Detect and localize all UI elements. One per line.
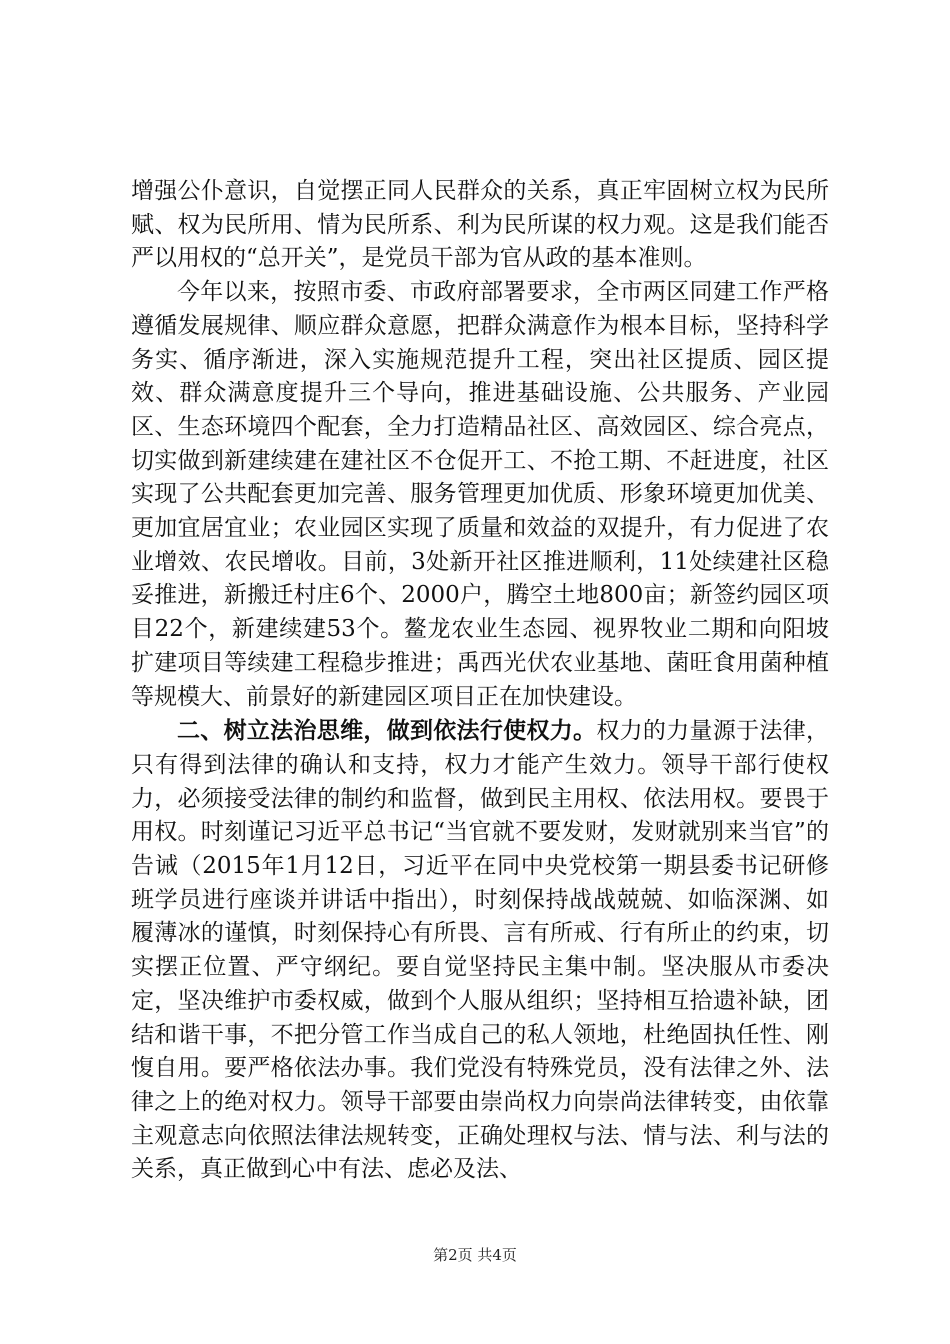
paragraph-1 (131, 175, 829, 276)
paragraph-1-text: 增强公仆意识，自觉摆正同人民群众的关系，真正牢固树立权为民所赋、权为民所用、情为民所系、利为民所谋的权力观。这是我们能否严以用权的“总开关”，是党员干部为官从政的基本准则。 (131, 178, 829, 272)
paragraph-2 (131, 276, 829, 714)
paragraph-2-text: 今年以来，按照市委、市政府部署要求，全市两区同建工作严格遵循发展规律、顺应群众意愿，把群众满意作为根本目标，坚持科学务实、循序渐进，深入实施规范提升工程，突出社区提质、园区提效、群众满意度提升三个导向，推进基础设施、公共服务、产业园区、生态环境四个配套，全力打造精品社区、高效园区、综合亮点，切实做到新建续建在建社区不仓促开工、不抢工期、不赶进度，社区实现了公共配套更加完善、服务管理更加优质、形象环境更加优美、更加宜居宜业；农业园区实现了质量和效益的双提升，有力促进了农业增效、农民增收。目前，3处新开社区推进顺利，11处续建社区稳妥推进，新搬迁村庄6个、2000户，腾空土地800亩；新签约园区项目22个，新建续建53个。鳌龙农业生态园、视界牧业二期和向阳坡扩建项目等续建工程稳步推进；禹西光伏农业基地、菌旺食用菌种植等规模大、前景好的新建园区项目正在加快建设。 (131, 279, 829, 710)
document-body (131, 175, 829, 1187)
page-footer (0, 1244, 950, 1265)
page-number-label: 第2页 共4页 (433, 1246, 517, 1264)
section-heading: 二、树立法治思维，做到依法行使权力。 (177, 717, 597, 745)
paragraph-3-text: 权力的力量源于法律，只有得到法律的确认和支持，权力才能产生效力。领导干部行使权力，必须接受法律的制约和监督，做到民主用权、依法用权。要畏于用权。时刻谨记习近平总书记“当官就不要发财，发财就别来当官”的告诫（2015年1月12日，习近平在同中央党校第一期县委书记研修班学员进行座谈并讲话中指出），时刻保持战战兢兢、如临深渊、如履薄冰的谨慎，时刻保持心有所畏、言有所戒、行有所止的约束，切实摆正位置、严守纲纪。要自觉坚持民主集中制。坚决服从市委决定，坚决维护市委权威，做到个人服从组织；坚持相互拾遗补缺，团结和谐干事，不把分管工作当成自己的私人领地，杜绝固执任性、刚愎自用。要严格依法办事。我们党没有特殊党员，没有法律之外、法律之上的绝对权力。领导干部要由崇尚权力向崇尚法律转变，由依靠主观意志向依照法律法规转变，正确处理权与法、情与法、利与法的关系，真正做到心中有法、虑必及法、 (131, 718, 830, 1183)
paragraph-3 (131, 714, 829, 1187)
